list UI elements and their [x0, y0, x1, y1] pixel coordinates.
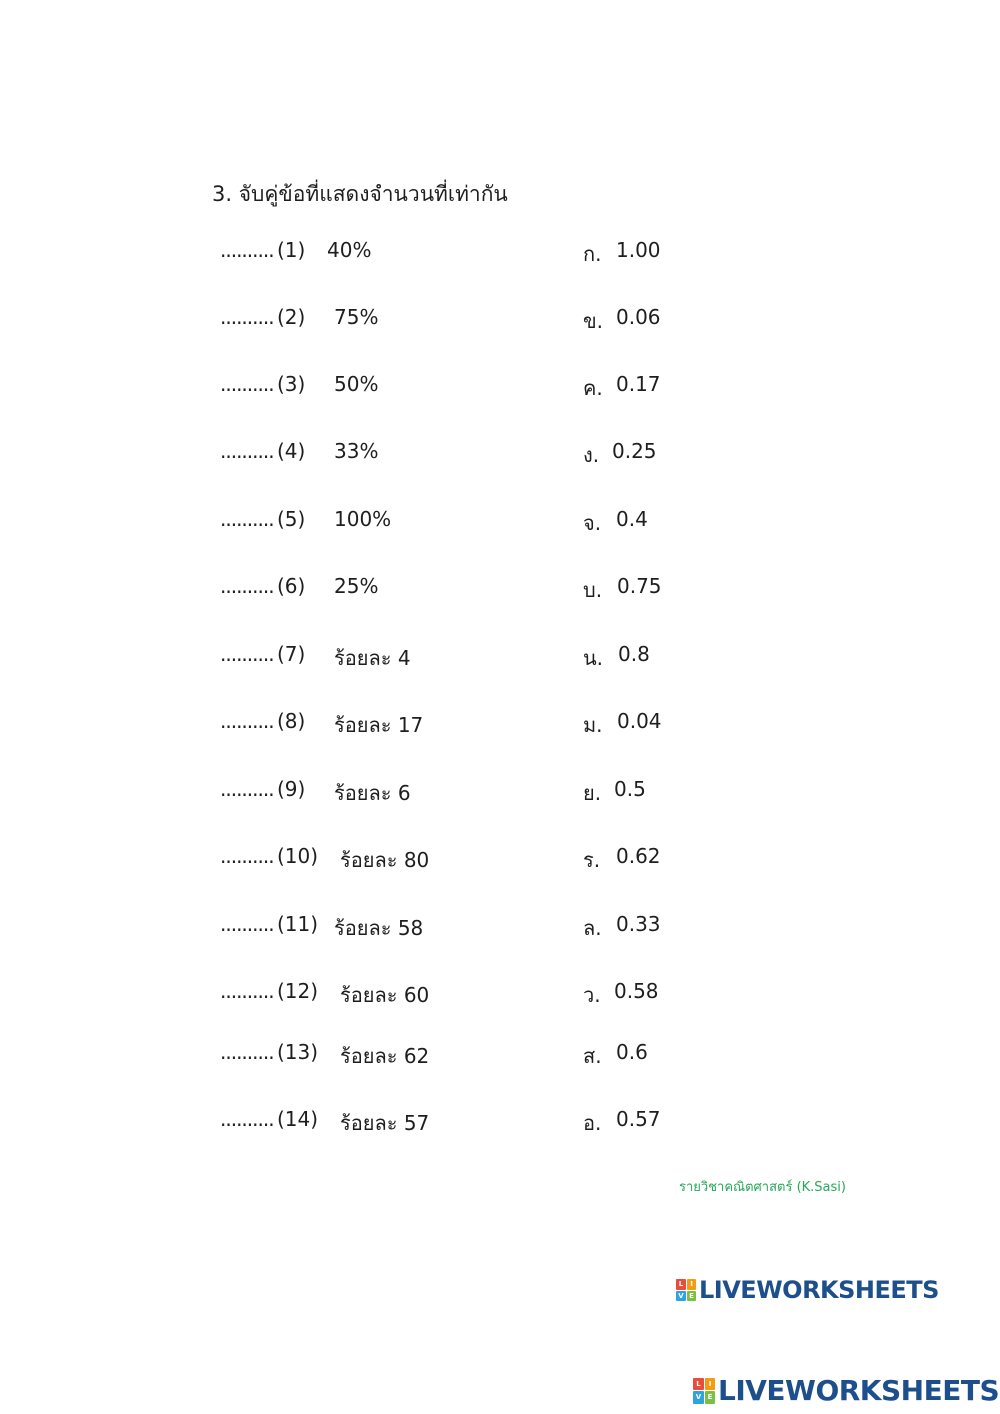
option-letter: ร. [583, 848, 601, 872]
item-number: (3) [277, 372, 306, 396]
option-value: 0.25 [612, 439, 657, 463]
logo-block: E [705, 1391, 716, 1404]
match-row [0, 574, 1000, 604]
answer-blank[interactable]: .......... [220, 574, 274, 598]
item-number: (4) [277, 439, 306, 463]
item-value: 25% [334, 574, 379, 598]
answer-blank[interactable]: .......... [220, 1040, 274, 1064]
option-value: 1.00 [616, 238, 661, 262]
option-value: 0.5 [614, 777, 646, 801]
match-row [0, 777, 1000, 807]
liveworksheets-logo-footer [693, 1374, 999, 1407]
item-value: ร้อยละ 62 [340, 1044, 430, 1068]
answer-blank[interactable]: .......... [220, 507, 274, 531]
logo-blocks-icon [693, 1378, 715, 1404]
answer-blank[interactable]: .......... [220, 439, 274, 463]
option-value: 0.06 [616, 305, 661, 329]
item-value: ร้อยละ 60 [340, 983, 430, 1007]
author-credit: รายวิชาคณิตศาสตร์ (K.Sasi) [679, 1180, 846, 1195]
item-number: (12) [277, 979, 319, 1003]
answer-blank[interactable]: .......... [220, 238, 274, 262]
option-value: 0.4 [616, 507, 648, 531]
item-number: (14) [277, 1107, 319, 1131]
item-value: 33% [334, 439, 379, 463]
page-title: 3. จับคู่ข้อที่แสดงจำนวนที่เท่ากัน [212, 182, 508, 206]
answer-blank[interactable]: .......... [220, 709, 274, 733]
item-number: (10) [277, 844, 319, 868]
option-value: 0.62 [616, 844, 661, 868]
answer-blank[interactable]: .......... [220, 979, 274, 1003]
match-row [0, 305, 1000, 335]
match-row [0, 912, 1000, 942]
option-value: 0.17 [616, 372, 661, 396]
item-number: (13) [277, 1040, 319, 1064]
match-row [0, 439, 1000, 469]
logo-block: I [705, 1378, 716, 1391]
item-number: (2) [277, 305, 306, 329]
option-value: 0.8 [618, 642, 650, 666]
logo-text: LIVEWORKSHEETS [718, 1374, 1000, 1407]
logo-block: E [687, 1291, 697, 1302]
item-value: 75% [334, 305, 379, 329]
option-letter: ข. [583, 309, 604, 333]
answer-blank[interactable]: .......... [220, 642, 274, 666]
option-letter: ว. [583, 983, 601, 1007]
match-row [0, 642, 1000, 672]
item-number: (11) [277, 912, 319, 936]
option-value: 0.04 [617, 709, 662, 733]
item-number: (8) [277, 709, 306, 733]
match-row [0, 844, 1000, 874]
option-letter: ง. [583, 443, 600, 467]
option-value: 0.6 [616, 1040, 648, 1064]
match-row [0, 372, 1000, 402]
liveworksheets-logo [676, 1276, 939, 1304]
item-value: 50% [334, 372, 379, 396]
item-value: ร้อยละ 17 [334, 713, 424, 737]
option-letter: จ. [583, 511, 602, 535]
match-row [0, 709, 1000, 739]
answer-blank[interactable]: .......... [220, 844, 274, 868]
answer-blank[interactable]: .......... [220, 777, 274, 801]
match-row [0, 979, 1000, 1009]
answer-blank[interactable]: .......... [220, 372, 274, 396]
option-value: 0.75 [617, 574, 662, 598]
logo-text: LIVEWORKSHEETS [699, 1276, 939, 1304]
option-letter: ล. [583, 916, 602, 940]
logo-blocks-icon [676, 1279, 696, 1301]
answer-blank[interactable]: .......... [220, 912, 274, 936]
item-value: ร้อยละ 4 [334, 646, 411, 670]
option-value: 0.33 [616, 912, 661, 936]
option-letter: น. [583, 646, 604, 670]
item-number: (9) [277, 777, 306, 801]
option-letter: ย. [583, 781, 602, 805]
answer-blank[interactable]: .......... [220, 305, 274, 329]
item-value: ร้อยละ 80 [340, 848, 430, 872]
option-value: 0.58 [614, 979, 659, 1003]
logo-block: I [687, 1279, 697, 1290]
option-letter: ค. [583, 376, 603, 400]
item-number: (1) [277, 238, 306, 262]
option-letter: บ. [583, 578, 603, 602]
match-row [0, 1040, 1000, 1070]
item-value: ร้อยละ 6 [334, 781, 411, 805]
match-row [0, 1107, 1000, 1137]
option-letter: ส. [583, 1044, 602, 1068]
item-value: ร้อยละ 58 [334, 916, 424, 940]
match-row [0, 238, 1000, 268]
logo-block: L [693, 1378, 704, 1391]
option-letter: ม. [583, 713, 603, 737]
option-letter: ก. [583, 242, 602, 266]
logo-block: V [676, 1291, 686, 1302]
match-row [0, 507, 1000, 537]
item-number: (5) [277, 507, 306, 531]
logo-block: L [676, 1279, 686, 1290]
item-number: (7) [277, 642, 306, 666]
answer-blank[interactable]: .......... [220, 1107, 274, 1131]
item-value: 40% [327, 238, 372, 262]
logo-block: V [693, 1391, 704, 1404]
item-value: ร้อยละ 57 [340, 1111, 430, 1135]
item-value: 100% [334, 507, 392, 531]
option-letter: อ. [583, 1111, 602, 1135]
item-number: (6) [277, 574, 306, 598]
option-value: 0.57 [616, 1107, 661, 1131]
